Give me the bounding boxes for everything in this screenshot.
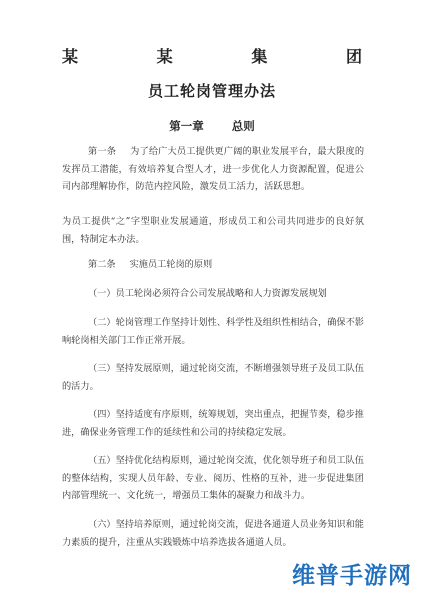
article-number: 第一条 xyxy=(88,146,117,157)
article-number: 第二条 xyxy=(88,259,116,270)
site-watermark: 维普手游网 xyxy=(292,563,412,589)
chapter-number: 第一章 xyxy=(169,119,204,133)
document-title: 员工轮岗管理办法 xyxy=(147,82,276,100)
principle-6: （六）坚持培养原则，通过轮岗交流，促进各通道人员业务知识和能力素质的提升，注重从实践锻炼中培养选拔各通道人员。 xyxy=(62,519,364,548)
article-text: 为了给广大员工提供更广阔的职业发展平台，最大限度的发挥员工潜能，有效培养复合型人才，进一步优化人力资源配置，促进公司内部理解协作，防范内控风险，激发员工活力，活跃思想。 xyxy=(62,146,365,192)
principle-5: （五）坚持优化结构原则，通过轮岗交流，优化领导班子和员工队伍的整体结构，实现人员年龄、专业、阅历、性格的互补，进一步促进集团内部管理统一、文化统一，增强员工集体的凝聚力和战斗力。 xyxy=(62,455,364,501)
chapter-heading xyxy=(0,118,424,134)
principle-1: （一）员工轮岗必须符合公司发展战略和人力资源发展规划 xyxy=(88,288,327,299)
company-char: 团 xyxy=(345,47,362,66)
company-char: 某 xyxy=(62,47,79,66)
principle-4: （四）坚持适度有序原则，统筹规划，突出重点，把握节奏，稳步推进，确保业务管理工作的延续性和公司的持续稳定发展。 xyxy=(62,409,364,438)
article-1 xyxy=(62,143,364,196)
article-title: 实施员工轮岗的原则 xyxy=(129,259,213,270)
principle-3: （三）坚持发展原则，通过轮岗交流，不断增强领导班子及员工队伍的活力。 xyxy=(62,363,364,392)
chapter-name: 总则 xyxy=(231,119,255,133)
article-1-continued: 为员工提供“之”字型职业发展通道，形成员工和公司共同进步的良好氛围，特制定本办法。 xyxy=(62,216,364,245)
company-char: 集 xyxy=(251,47,268,66)
company-name xyxy=(62,44,362,67)
article-2 xyxy=(62,256,364,274)
principle-2: （二）轮岗管理工作坚持计划性、科学性及组织性相结合，确保不影响轮岗相关部门工作正常开展。 xyxy=(62,317,364,346)
company-char: 某 xyxy=(156,47,173,66)
